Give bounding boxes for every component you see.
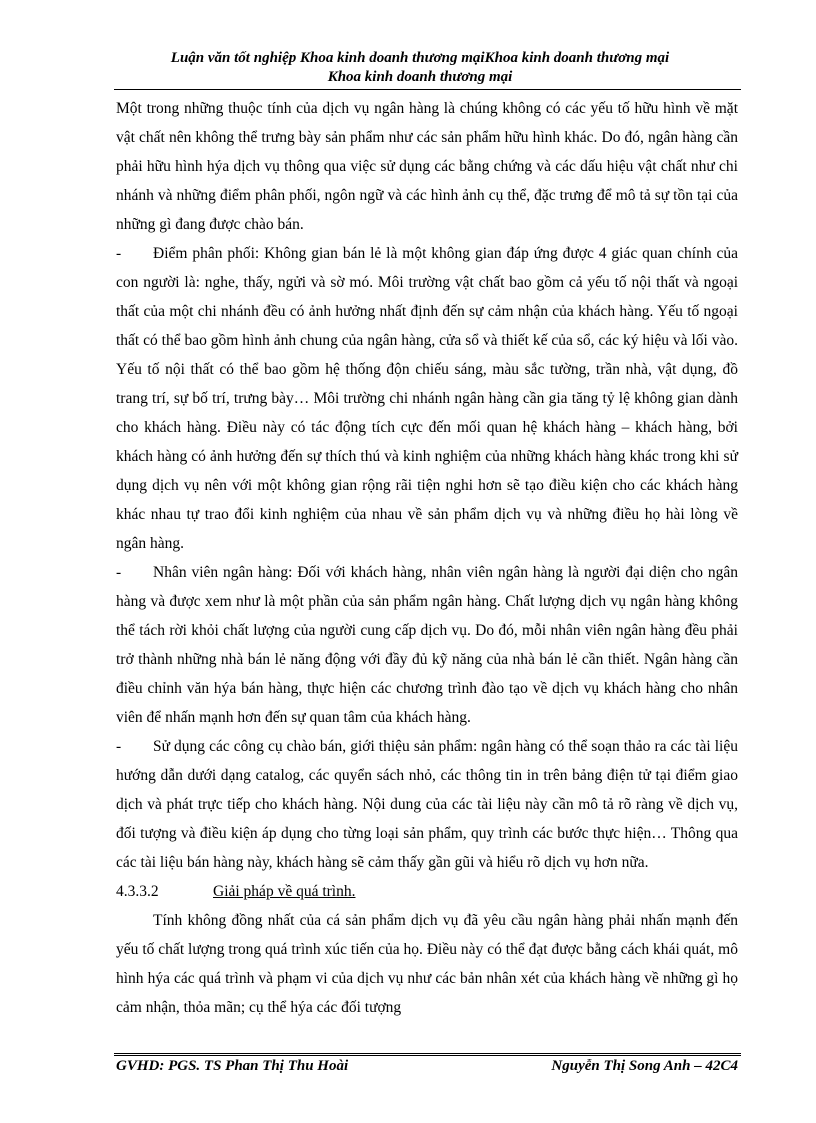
list-item-staff — [116, 558, 738, 732]
header-line-1: Luận văn tốt nghiệp Khoa kinh doanh thương mạiKhoa kinh doanh thương mại — [170, 50, 670, 66]
list-dash: - — [116, 564, 122, 581]
list-item-text: Điểm phân phối: Không gian bán lẻ là một không gian đáp ứng được 4 giác quan chính của con người là: nghe, thấy, ngửi và sờ mó. Môi trường vật chất bao gồm cả yếu tố nội thất và ngoại thất của một chi nhánh đều có ảnh hưởng nhất định đến sự cảm nhận của khách hàng. Yếu tố ngoại thất có thể bao gồm hình ảnh chung của ngân hàng, cửa sổ và thiết kế của sổ, các ký hiệu và lối vào. Yếu tố nội thất có thể bao gồm hệ thống độn chiếu sáng, màu sắc tường, trần nhà, vật dụng, đồ trang trí, sự bố trí, trưng bày… Môi trường chi nhánh ngân hàng cần gia tăng tỷ lệ không gian dành cho khách hàng. Điều này có tác động tích cực đến mối quan hệ khách hàng – khách hàng, bởi khách hàng có ảnh hưởng đến sự thích thú và kinh nghiệm của những khách hàng khác trong khi sử dụng dịch vụ nên với một không gian rộng rãi tiện nghi hơn sẽ tạo điều kiện cho các khách hàng khác nhau tự trao đổi kinh nghiệm của nhau về sản phẩm dịch vụ và những điều họ hài lòng về ngân hàng. — [116, 245, 738, 552]
page-header — [100, 49, 740, 87]
section-title: Giải pháp về quá trình. — [213, 883, 356, 900]
section-heading — [116, 877, 738, 906]
paragraph-process: Tính không đồng nhất của cá sản phẩm dịch vụ đã yêu cầu ngân hàng phải nhấn mạnh đến yếu tố chất lượng trong quá trình xúc tiến của họ. Điều này có thể đạt được bằng cách khái quát, mô hình hýa các quá trình và phạm vi của dịch vụ như các bản nhân xét của khách hàng về những gì họ cảm nhận, thỏa mãn; cụ thể hýa các đối tượng — [116, 912, 738, 1016]
header-line-2: Khoa kinh doanh thương mại — [327, 69, 513, 85]
header-rule — [114, 89, 741, 90]
list-dash: - — [116, 245, 122, 262]
list-item-sales-tools — [116, 732, 738, 877]
page-body — [116, 94, 738, 1022]
paragraph-intro: Một trong những thuộc tính của dịch vụ ngân hàng là chúng không có các yếu tố hữu hình về mặt vật chất nên không thể trưng bày sản phẩm như các sản phẩm hữu hình khác. Do đó, ngân hàng cần phải hữu hình hýa dịch vụ thông qua việc sử dụng các bằng chứng và các dấu hiệu vật chất như chi nhánh và những điểm phân phối, ngôn ngữ và các hình ảnh cụ thể, đặc trưng để mô tả sự tồn tại của những gì đang được chào bán. — [116, 100, 738, 233]
list-item-distribution — [116, 239, 738, 558]
section-number: 4.3.3.2 — [116, 883, 159, 900]
footer-author: Nguyễn Thị Song Anh – 42C4 — [551, 1058, 738, 1074]
list-dash: - — [116, 738, 122, 755]
list-item-text: Nhân viên ngân hàng: Đối với khách hàng, nhân viên ngân hàng là người đại diện cho ngân hàng và được xem như là một phần của sản phẩm ngân hàng. Chất lượng dịch vụ ngân hàng không thể tách rời khỏi chất lượng của người cung cấp dịch vụ. Do đó, mỗi nhân viên ngân hàng đều phải trở thành những nhà bán lẻ năng động với đầy đủ kỹ năng của nhà bán lẻ cần thiết. Ngân hàng cần điều chỉnh văn hýa bán hàng, thực hiện các chương trình đào tạo về dịch vụ khách hàng cho nhân viên để nhấn mạnh hơn đến sự quan tâm của khách hàng. — [116, 564, 738, 726]
list-item-text: Sử dụng các công cụ chào bán, giới thiệu sản phẩm: ngân hàng có thể soạn thảo ra các tài liệu hướng dẫn dưới dạng catalog, các quyển sách nhỏ, các thông tin in trên bảng điện tử tại điểm giao dịch và phát trực tiếp cho khách hàng. Nội dung của các tài liệu này cần mô tả rõ ràng về dịch vụ, đối tượng và điều kiện áp dụng cho từng loại sản phẩm, quy trình các bước thực hiện… Thông qua các tài liệu bán hàng này, khách hàng sẽ cảm thấy gần gũi và hiểu rõ dịch vụ hơn nữa. — [116, 738, 738, 871]
footer-advisor: GVHD: PGS. TS Phan Thị Thu Hoài — [116, 1058, 349, 1074]
